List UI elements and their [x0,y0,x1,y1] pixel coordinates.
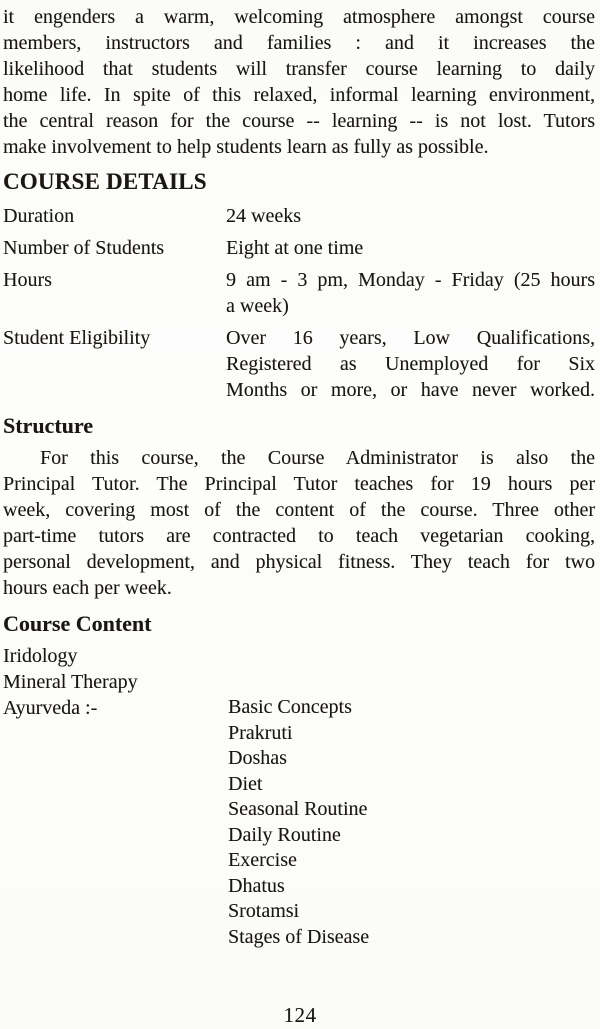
list-item: Prakruti [228,721,293,744]
structure-line: Principal Tutor. The Principal Tutor teaches for 19 hours per [3,473,595,495]
structure-line: For this course, the Course Administrator is also the [40,447,595,469]
intro-line: likelihood that students will transfer course learning to daily [3,58,595,80]
list-item: Mineral Therapy [3,671,138,693]
intro-line: make involvement to help students learn as fully as possible. [3,136,489,158]
structure-line: hours each per week. [3,577,172,599]
value-line: 9 am - 3 pm, Monday - Friday (25 hours [226,269,595,291]
table-row [3,203,595,229]
ayurveda-topics-list [228,695,595,950]
course-content-heading: Course Content [3,611,152,636]
value-line: Registered as Unemployed for Six [226,353,595,375]
structure-line: part-time tutors are contracted to teach vegetarian cooking, [3,525,595,547]
course-details-table [3,203,595,403]
table-row [3,235,595,261]
table-row [3,267,595,319]
row-label-student-eligibility: Student Eligibility [3,327,151,349]
list-item: Daily Routine [228,823,341,846]
ayurveda-label: Ayurveda :- [3,697,98,719]
row-value-number-of-students [226,235,595,261]
value-line: Over 16 years, Low Qualifications, [226,327,595,349]
intro-paragraph [3,4,595,160]
structure-heading: Structure [3,413,94,438]
value-line: a week) [226,295,289,317]
list-item: Seasonal Routine [228,798,368,820]
list-item: Stages of Disease [228,925,370,948]
row-label-number-of-students: Number of Students [3,237,165,259]
value-line: 24 weeks [226,205,301,227]
intro-line: members, instructors and families : and it increases the [3,32,595,54]
value-line: Months or more, or have never worked. [226,379,595,401]
list-item: Iridology [3,645,78,667]
row-value-duration [226,203,595,229]
list-item: Srotamsi [228,900,300,922]
structure-paragraph [3,445,595,601]
row-label-duration: Duration [3,205,75,227]
row-value-hours [226,267,595,319]
page-number: 124 [283,1003,317,1027]
course-details-heading: COURSE DETAILS [3,169,207,194]
structure-line: personal development, and physical fitness. They teach for two [3,551,595,573]
intro-line: the central reason for the course -- learning -- is not lost. Tutors [3,110,595,132]
intro-line: home life. In spite of this relaxed, informal learning environment, [3,84,595,106]
list-item: Exercise [228,849,297,871]
row-label-hours: Hours [3,269,52,291]
intro-line: it engenders a warm, welcoming atmosphere amongst course [3,6,595,28]
ayurveda-section [3,695,595,950]
structure-line: week, covering most of the content of the course. Three other [3,499,595,521]
table-row [3,325,595,403]
list-item: Basic Concepts [228,696,352,718]
list-item: Diet [228,772,263,795]
list-item: Doshas [228,747,287,769]
course-content-list [3,643,595,695]
value-line: Eight at one time [226,237,364,259]
list-item: Dhatus [228,874,285,897]
row-value-student-eligibility [226,325,595,403]
